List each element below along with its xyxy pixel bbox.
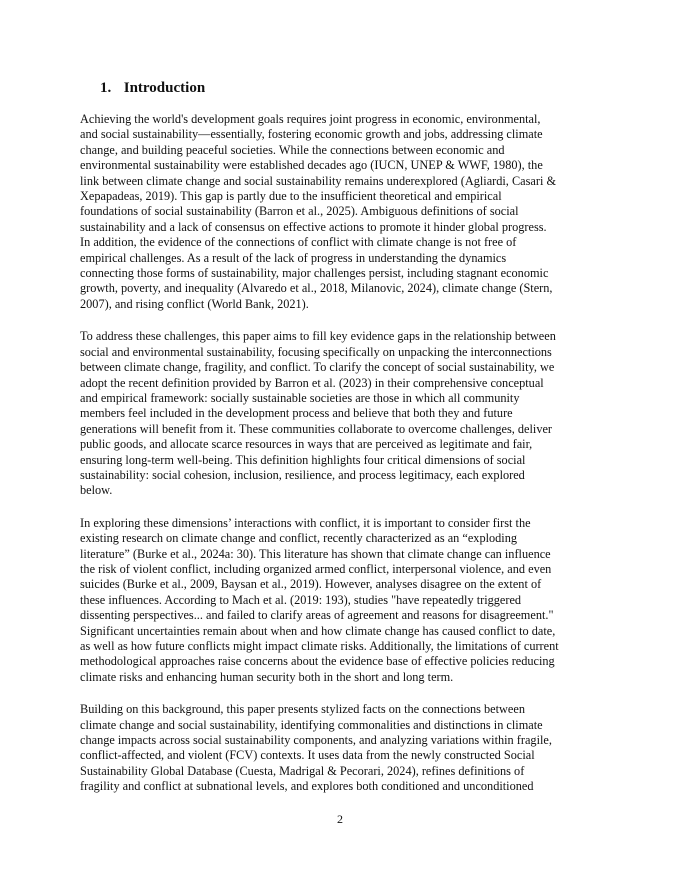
text-line: sustainability and a lack of consensus on effective actions to promote it hinder global progress.: [80, 219, 547, 234]
text-line: as well as how future conflicts might impact climate risks. Additionally, the limitations of current: [80, 639, 559, 653]
text-line: fragility and conflict at subnational levels, and explores both conditioned and unconditioned: [80, 779, 534, 794]
text-line: To address these challenges, this paper aims to fill key evidence gaps in the relationship between: [80, 329, 556, 344]
text-line: existing research on climate change and conflict, recently characterized as an “exploding: [80, 531, 518, 546]
body-text: [80, 112, 610, 812]
text-line: Achieving the world's development goals requires joint progress in economic, environmental,: [80, 112, 541, 126]
text-line: empirical challenges. As a result of the lack of progress in understanding the dynamics: [80, 250, 507, 265]
text-line: climate change and social sustainability, identifying commonalities and distinctions in climate: [80, 717, 543, 732]
text-line: link between climate change and social sustainability remains underexplored (Agliardi, Casari &: [80, 173, 557, 188]
paragraph-1: [80, 112, 610, 312]
text-line: between climate change, fragility, and conflict. To clarify the concept of social sustainability, we: [80, 360, 555, 375]
text-line: ensuring long-term well-being. This definition highlights four critical dimensions of social: [80, 452, 526, 467]
paragraph-3: [80, 516, 610, 685]
text-line: sustainability: social cohesion, inclusion, resilience, and process legitimacy, each explored: [80, 467, 525, 482]
text-line: 2007), and rising conflict (World Bank, 2021).: [80, 296, 309, 311]
text-line: and social sustainability—essentially, fostering economic growth and jobs, addressing climate: [80, 127, 543, 142]
text-line: the risk of violent conflict, including organized armed conflict, interpersonal violence, and even: [80, 561, 552, 576]
text-line: public goods, and allocate scarce resources in ways that are perceived as legitimate and fair,: [80, 437, 533, 452]
text-line: suicides (Burke et al., 2009, Baysan et al., 2019). However, analyses disagree on the extent of: [80, 577, 542, 592]
section-title: Introduction: [123, 80, 206, 96]
text-line: Significant uncertainties remain about when and how climate change has caused conflict to date,: [80, 623, 556, 638]
text-line: environmental sustainability were established decades ago (IUCN, UNEP & WWF, 1980), the: [80, 158, 543, 173]
section-heading: [100, 78, 205, 98]
text-line: members feel included in the development process and believe that both they and future: [80, 406, 513, 421]
text-line: below.: [80, 483, 113, 498]
section-number: 1.: [100, 80, 112, 96]
text-line: change impacts across social sustainability components, and analyzing variations within fragile,: [80, 733, 552, 748]
text-line: conflict-affected, and violent (FCV) contexts. It uses data from the newly constructed Social: [80, 748, 535, 763]
text-line: In exploring these dimensions’ interactions with conflict, it is important to consider first the: [80, 515, 531, 530]
text-line: change, and building peaceful societies. While the connections between economic and: [80, 142, 505, 157]
text-line: and empirical framework: socially sustainable societies are those in which all community: [80, 390, 520, 405]
text-line: these influences. According to Mach et al. (2019: 193), studies "have repeatedly triggered: [80, 592, 522, 607]
page-number: 2: [337, 812, 343, 826]
text-line: social and environmental sustainability, focusing specifically on unpacking the interconnections: [80, 344, 552, 359]
text-line: growth, poverty, and inequality (Alvaredo et al., 2018, Milanovic, 2024), climate change (Stern,: [80, 281, 553, 296]
text-line: adopt the recent definition provided by Barron et al. (2023) in their comprehensive conceptual: [80, 375, 544, 390]
text-line: Building on this background, this paper presents stylized facts on the connections between: [80, 702, 525, 717]
text-line: literature” (Burke et al., 2024a: 30). This literature has shown that climate change can influence: [80, 546, 551, 561]
text-line: foundations of social sustainability (Barron et al., 2025). Ambiguous definitions of social: [80, 204, 519, 219]
text-line: generations will benefit from it. These communities collaborate to overcome challenges, deliver: [80, 421, 553, 436]
paragraph-2: [80, 329, 610, 498]
text-line: climate risks and enhancing human security both in the short and long term.: [80, 669, 454, 684]
text-line: Sustainability Global Database (Cuesta, Madrigal & Pecorari, 2024), refines definitions of: [80, 763, 525, 778]
text-line: In addition, the evidence of the connections of conflict with climate change is not free of: [80, 235, 517, 250]
text-line: dissenting perspectives... and failed to clarify areas of agreement and reasons for disagreement.": [80, 608, 554, 623]
text-line: connecting those forms of sustainability, major challenges persist, including stagnant economic: [80, 266, 549, 281]
text-line: methodological approaches raise concerns about the evidence base of effective policies reducing: [80, 654, 555, 669]
paragraph-4: [80, 702, 610, 794]
text-line: Xepapadeas, 2019). This gap is partly due to the insufficient theoretical and empirical: [80, 189, 502, 204]
